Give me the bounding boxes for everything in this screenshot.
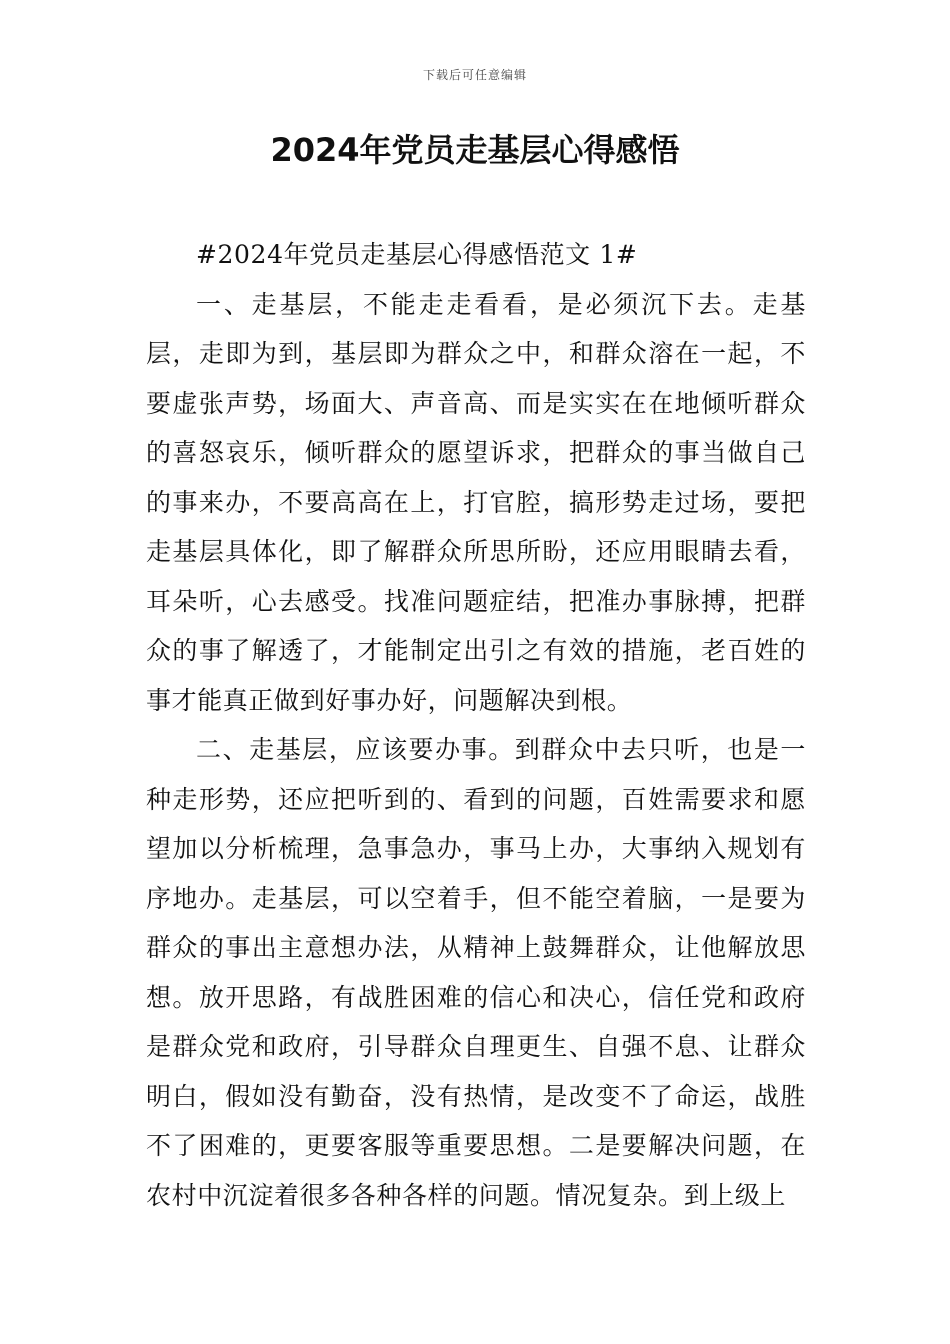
paragraph-2: 二、走基层，应该要办事。到群众中去只听，也是一种走形势，还应把听到的、看到的问题，百姓需要求和愿望加以分析梳理，急事急办，事马上办，大事纳入规划有序地办。走基层，可以空着手，但不能空着脑，一是要为群众的事出主意想办法，从精神上鼓舞群众，让他解放思想。放开思路，有战胜困难的信心和决心，信任党和政府是群众党和政府，引导群众自理更生、自强不息、让群众明白，假如没有勤奋，没有热情，是改变不了命运，战胜不了困难的，更要客服等重要思想。二是要解决问题，在农村中沉淀着很多各种各样的问题。情况复杂。到上级上 [146, 735, 806, 1210]
header-note: 下载后可任意编辑 [422, 68, 527, 82]
section-subtitle: #2024年党员走基层心得感悟范文 1# [196, 240, 638, 269]
document-body [146, 230, 806, 1220]
document-title: 2024年党员走基层心得感悟 [270, 131, 680, 169]
paragraph-1: 一、走基层，不能走走看看，是必须沉下去。走基层，走即为到，基层即为群众之中，和群众溶在一起，不要虚张声势，场面大、声音高、而是实实在在地倾听群众的喜怒哀乐，倾听群众的愿望诉求，把群众的事当做自己的事来办，不要高高在上，打官腔，搞形势走过场，要把走基层具体化，即了解群众所思所盼，还应用眼睛去看，耳朵听，心去感受。找准问题症结，把准办事脉搏，把群众的事了解透了，才能制定出引之有效的措施，老百姓的事才能真正做到好事办好，问题解决到根。 [146, 289, 806, 715]
